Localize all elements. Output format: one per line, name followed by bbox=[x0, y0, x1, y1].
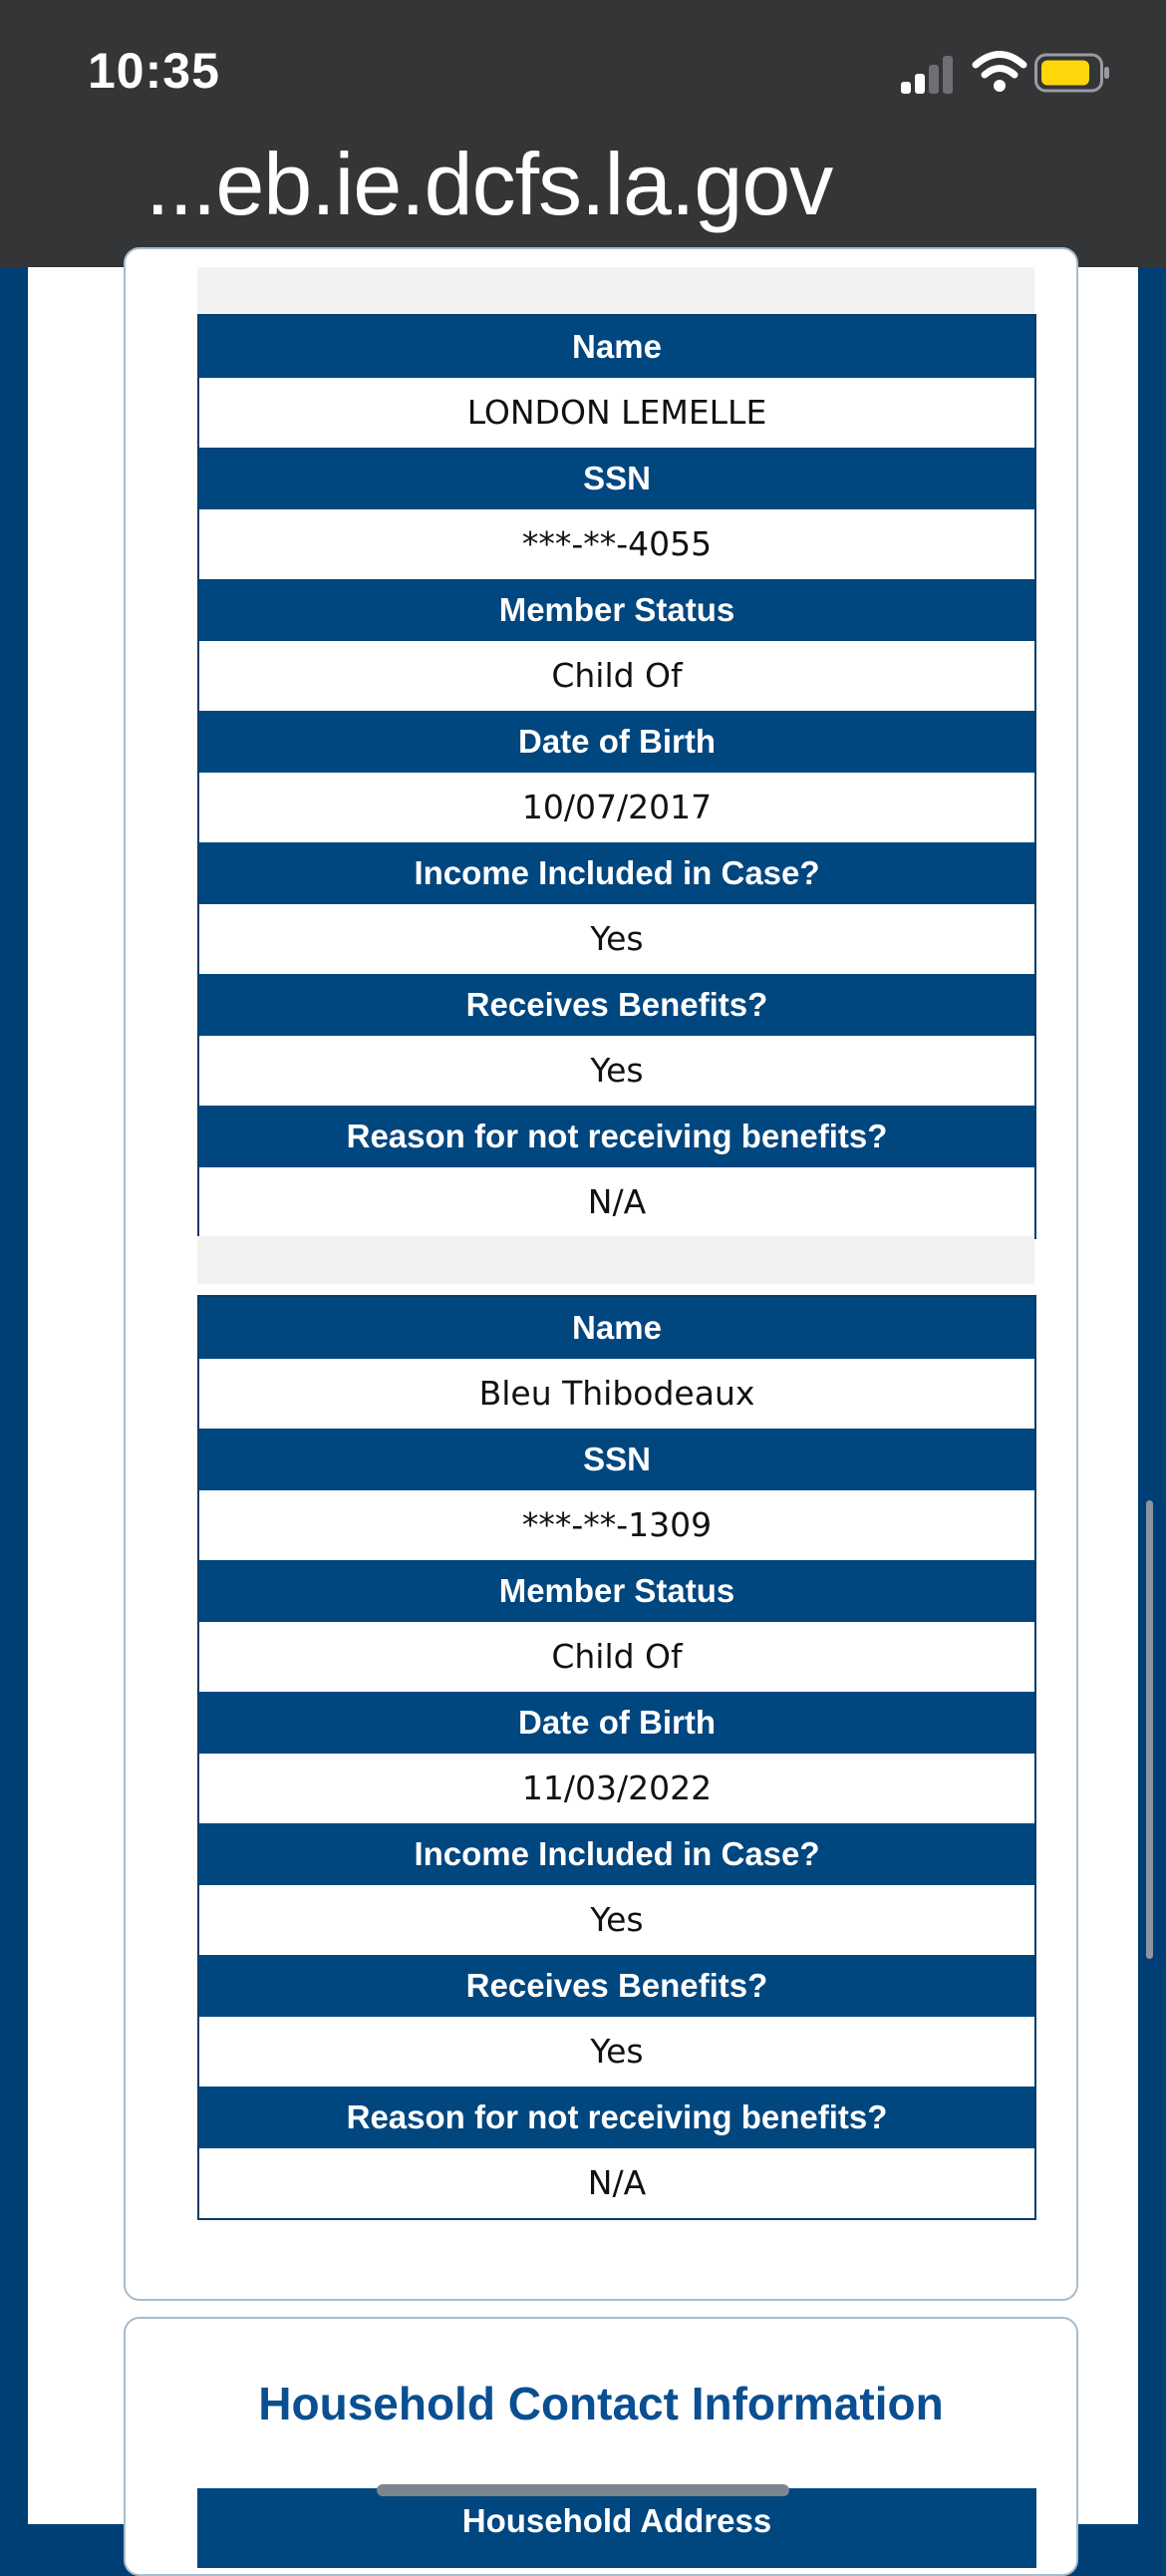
page-content bbox=[28, 267, 1138, 2539]
browser-top-bar bbox=[0, 0, 1166, 267]
member-no-benefit-reason: N/A bbox=[199, 1167, 1034, 1237]
field-label: Receives Benefits? bbox=[199, 1955, 1034, 2017]
member-ssn: ***-**-4055 bbox=[199, 509, 1034, 579]
member-table-1 bbox=[197, 314, 1036, 1239]
member-no-benefit-reason: N/A bbox=[199, 2148, 1034, 2218]
member-income-included: Yes bbox=[199, 1885, 1034, 1955]
status-time: 10:35 bbox=[88, 43, 220, 99]
field-label: Receives Benefits? bbox=[199, 974, 1034, 1036]
field-label: Member Status bbox=[199, 579, 1034, 641]
member-receives-benefits: Yes bbox=[199, 2017, 1034, 2087]
field-label: Date of Birth bbox=[199, 1692, 1034, 1754]
member-separator bbox=[197, 1236, 1034, 1284]
field-label: Income Included in Case? bbox=[199, 842, 1034, 904]
page-scrollbar[interactable] bbox=[1146, 1500, 1153, 1959]
member-status: Child Of bbox=[199, 1622, 1034, 1692]
member-receives-benefits: Yes bbox=[199, 1036, 1034, 1106]
member-table-2 bbox=[197, 1295, 1036, 2220]
signal-icon bbox=[901, 54, 955, 94]
field-label: SSN bbox=[199, 1429, 1034, 1490]
field-label: Name bbox=[199, 316, 1034, 378]
field-label: SSN bbox=[199, 448, 1034, 509]
field-label: Name bbox=[199, 1297, 1034, 1359]
section-title: Household Contact Information bbox=[258, 2378, 944, 2429]
field-label: Date of Birth bbox=[199, 711, 1034, 773]
member-dob: 11/03/2022 bbox=[199, 1754, 1034, 1823]
household-contact-card bbox=[124, 2317, 1078, 2576]
member-name: LONDON LEMELLE bbox=[199, 378, 1034, 448]
member-ssn: ***-**-1309 bbox=[199, 1490, 1034, 1560]
member-separator bbox=[197, 267, 1034, 315]
household-address-header: Household Address bbox=[197, 2488, 1036, 2568]
url-bar[interactable]: ...eb.ie.dcfs.la.gov bbox=[146, 135, 833, 233]
field-label: Income Included in Case? bbox=[199, 1823, 1034, 1885]
member-dob: 10/07/2017 bbox=[199, 773, 1034, 842]
field-label: Reason for not receiving benefits? bbox=[199, 1106, 1034, 1167]
member-income-included: Yes bbox=[199, 904, 1034, 974]
home-indicator[interactable] bbox=[377, 2484, 789, 2496]
member-name: Bleu Thibodeaux bbox=[199, 1359, 1034, 1429]
field-label: Member Status bbox=[199, 1560, 1034, 1622]
member-status: Child Of bbox=[199, 641, 1034, 711]
field-label: Reason for not receiving benefits? bbox=[199, 2087, 1034, 2148]
wifi-icon bbox=[972, 50, 1027, 94]
battery-icon bbox=[1034, 52, 1110, 94]
